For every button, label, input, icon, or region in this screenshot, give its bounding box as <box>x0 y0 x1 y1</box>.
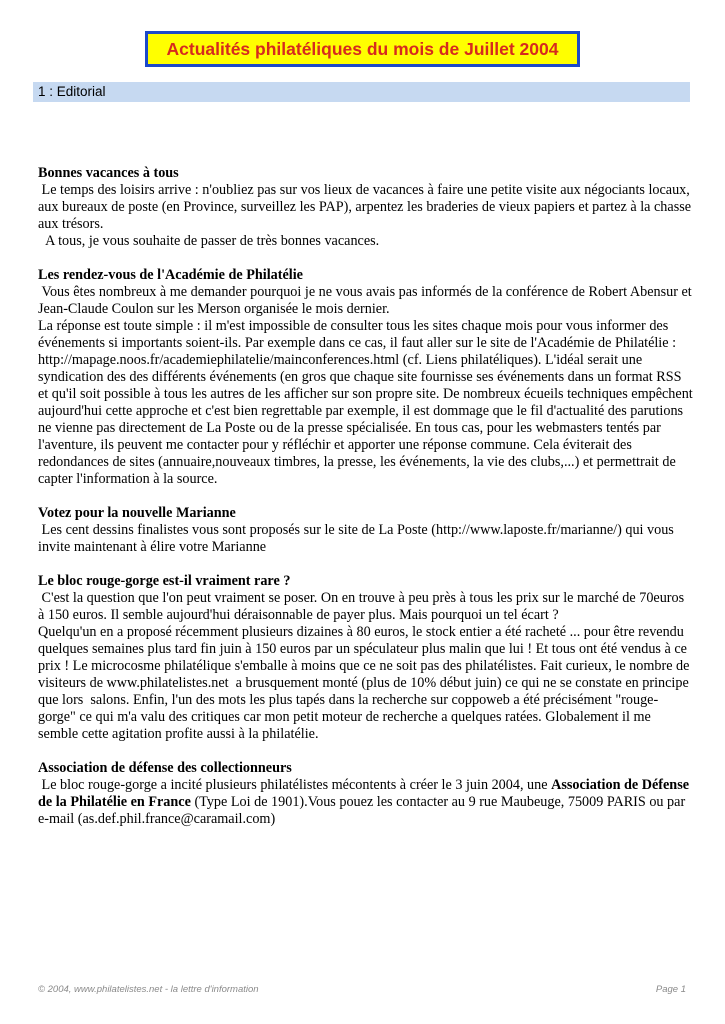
title-box <box>145 31 580 67</box>
article-vacances <box>38 165 693 250</box>
footer-copyright: © 2004, www.philatelistes.net - la lettre d'information <box>38 984 259 995</box>
editorial-content <box>38 165 696 845</box>
article-association <box>38 760 693 828</box>
association-text-start: Le bloc rouge-gorge a incité plusieurs philatélistes mécontents à créer le 3 juin 2004, une <box>38 777 552 793</box>
page-footer <box>38 984 686 995</box>
association-text-end: (Type Loi de 1901).Vous pouez les contacter au 9 rue Maubeuge, 75009 PARIS ou par e-mail (as.def.phil.france@caramail.com) <box>38 794 689 827</box>
article-paragraph: La réponse est toute simple : il m'est impossible de consulter tous les sites chaque mois pour vous informer des événements si importants soient-ils. Par exemple dans ce cas, il faut aller sur le site de l'Académie de Philatélie : http://mapage.noos.fr/academiephilatelie/mainconferences.html (cf. Liens philatéliques). L'idéal serait une syndication des des différents événements (en gros que chaque site fournisse ses événements dans un format RSS et qu'il soit possible à tous les autres de les afficher sur son propre site. De nombreux écueils techniques empêchent aujourd'hui cette approche et c'est bien regrettable par exemple, il est dommage que le fil d'actualité des parutions ne vienne pas directement de La Poste ou de la presse spécialisée. En tous cas, pour les webmasters tentés par l'aventure, ils peuvent me contacter pour y réfléchir et apporter une réponse commune. Cela éviterait des redondances de sites (annuaire,nouveaux timbres, la presse, les événements, la vie des clubs,...) et permettrait de capter l'information à la source. <box>38 318 693 487</box>
article-paragraph: C'est la question que l'on peut vraiment se poser. On en trouve à peu près à tous les prix sur le marché de 70euros à 150 euros. Il semble aujourd'hui déraisonnable de payer plus. Mais pourquoi un tel écart ? <box>38 590 688 623</box>
article-marianne <box>38 505 693 556</box>
article-heading: Le bloc rouge-gorge est-il vraiment rare ? <box>38 573 291 589</box>
footer-page-number: Page 1 <box>655 984 686 995</box>
article-academie <box>38 267 696 488</box>
article-paragraph: Quelqu'un en a proposé récemment plusieurs dizaines à 80 euros, le stock entier a été racheté ... pour être revendu quelques semaines plus tard fin juin à 150 euros par un spéculateur plus malin que lui ! Et tous ont été vendus à ce prix ! Le microcosme philatélique s'emballe à moins que ce ne soit pas des philatélistes. Fait curieux, le nombre de visiteurs de www.philatelistes.net a brusquement monté (plus de 10% début juin) ce qui ne se constate en principe que lors salons. Enfin, l'un des mots les plus tapés dans la recherche sur coppoweb a été précisément "rouge-gorge" ce qui m'a valu des critiques car mon petit moteur de recherche a quelques ratées. Globalement il me semble cette agitation profite aussi à la philatélie. <box>38 624 693 742</box>
page-title: Actualités philatéliques du mois de Juillet 2004 <box>166 38 559 59</box>
article-paragraph <box>38 777 693 828</box>
association-name: Association de Défense de la Philatélie en France <box>38 777 693 810</box>
article-paragraph: Les cent dessins finalistes vous sont proposés sur le site de La Poste (http://www.laposte.fr/marianne/) qui vous invite maintenant à élire votre Marianne <box>38 522 678 555</box>
section-header: 1 : Editorial <box>33 82 690 102</box>
article-heading: Association de défense des collectionneurs <box>38 760 292 776</box>
article-paragraph: Le temps des loisirs arrive : n'oubliez pas sur vos lieux de vacances à faire une petite visite aux négociants locaux, aux bureaux de poste (en Province, surveillez les PAP), arpentez les braderies de vieux papiers et partez à la chasse aux trésors. <box>38 182 695 232</box>
article-rouge-gorge <box>38 573 693 743</box>
article-heading: Bonnes vacances à tous <box>38 165 179 181</box>
article-paragraph: Vous êtes nombreux à me demander pourquoi je ne vous avais pas informés de la conférence de Robert Abensur et Jean-Claude Coulon sur les Merson organisée le mois dernier. <box>38 284 696 317</box>
article-heading: Les rendez-vous de l'Académie de Philatélie <box>38 267 303 283</box>
article-heading: Votez pour la nouvelle Marianne <box>38 505 236 521</box>
article-paragraph: A tous, je vous souhaite de passer de très bonnes vacances. <box>38 233 380 249</box>
